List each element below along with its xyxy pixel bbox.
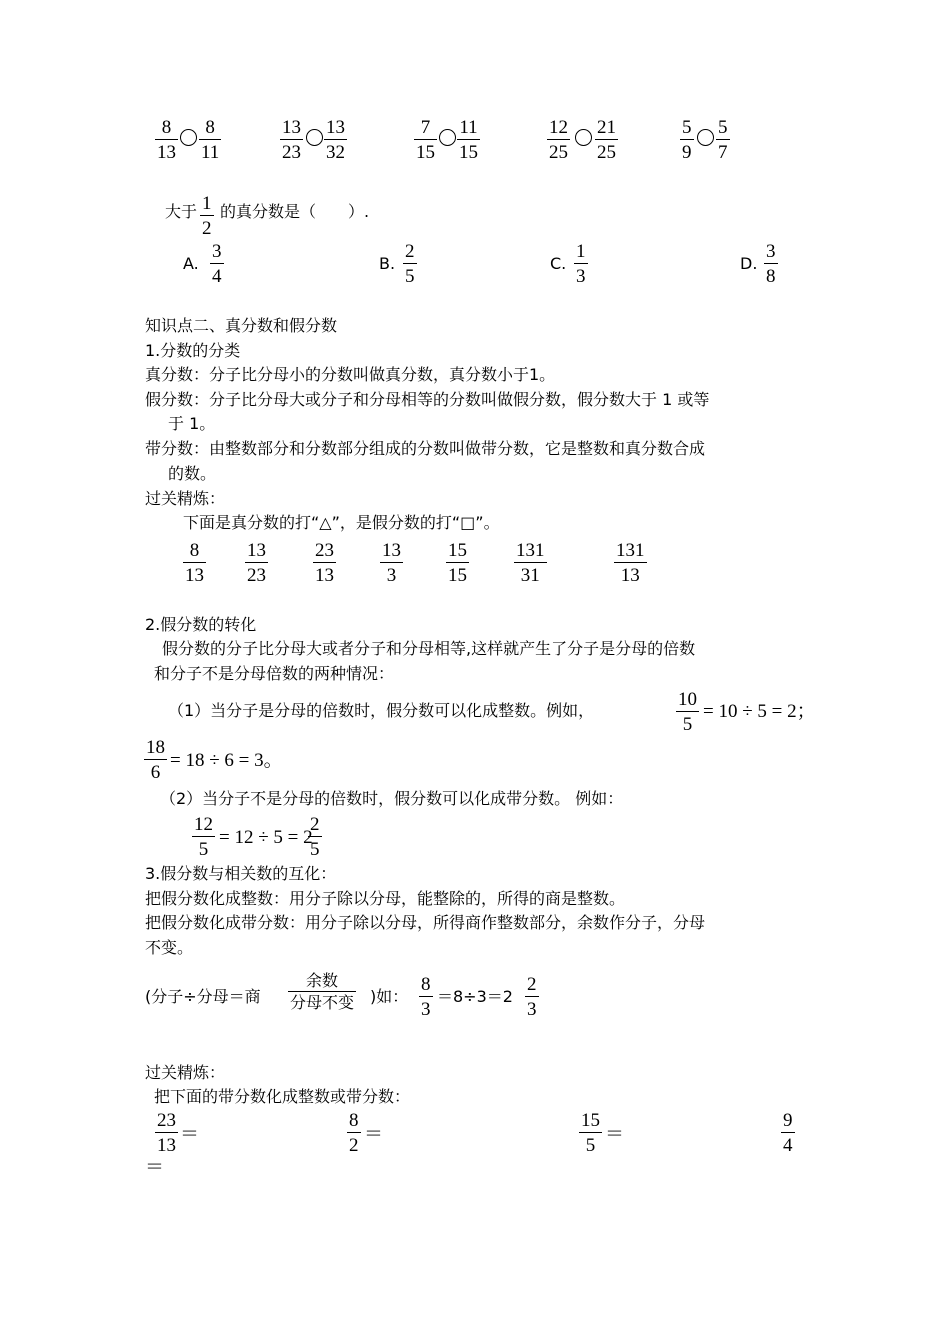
fraction: 8 13 bbox=[157, 117, 176, 163]
compare-circle[interactable] bbox=[439, 129, 456, 146]
fraction[interactable]: 15 15 bbox=[448, 540, 467, 586]
compare-circle[interactable] bbox=[306, 129, 323, 146]
fraction: 8 11 bbox=[201, 117, 220, 163]
option-label-a[interactable]: A. bbox=[183, 254, 199, 273]
formula-left: (分子÷分母＝商 bbox=[145, 987, 261, 1006]
rule-line: 把假分数化成整数：用分子除以分母，能整除的，所得的商是整数。 bbox=[145, 889, 626, 908]
fraction: 15 5 bbox=[581, 1110, 600, 1156]
case1-text: （1）当分子是分母的倍数时，假分数可以化成整数。例如， bbox=[168, 701, 595, 720]
fraction: 2 5 bbox=[405, 241, 415, 287]
fraction: 1 2 bbox=[202, 193, 212, 239]
question-prefix: 大于 bbox=[165, 202, 198, 221]
question-suffix: 的真分数是（ ）. bbox=[220, 202, 370, 221]
fraction: 8 2 bbox=[349, 1110, 359, 1156]
fraction: 3 8 bbox=[766, 241, 776, 287]
option-label-b[interactable]: B. bbox=[379, 254, 396, 273]
fraction: 5 9 bbox=[682, 117, 692, 163]
fraction[interactable]: 13 23 bbox=[247, 540, 266, 586]
answer-blank[interactable]: ＝ bbox=[180, 1123, 200, 1145]
practice-label: 过关精炼： bbox=[145, 489, 226, 508]
mixed-fraction-part: 2 5 bbox=[310, 814, 320, 860]
fraction: 10 5 bbox=[678, 689, 697, 735]
compare-circle[interactable] bbox=[575, 129, 592, 146]
rule-line-cont: 不变。 bbox=[145, 938, 194, 957]
paragraph-cont: 和分子不是分母倍数的两种情况： bbox=[154, 664, 395, 683]
option-label-d[interactable]: D. bbox=[740, 254, 758, 273]
subsection-title: 3.假分数与相关数的互化： bbox=[145, 864, 337, 883]
fraction: 18 6 bbox=[146, 737, 165, 783]
fraction: 7 15 bbox=[416, 117, 435, 163]
practice-instruction: 把下面的带分数化成整数或带分数： bbox=[154, 1087, 411, 1106]
option-label-c[interactable]: C. bbox=[550, 254, 567, 273]
fraction: 12 5 bbox=[194, 814, 213, 860]
fraction[interactable]: 23 13 bbox=[315, 540, 334, 586]
formula-mid: )如： bbox=[370, 987, 409, 1006]
fraction: 1 3 bbox=[576, 241, 586, 287]
case2-text: （2）当分子不是分母的倍数时，假分数可以化成带分数。 例如： bbox=[160, 789, 624, 808]
compare-circle[interactable] bbox=[697, 129, 714, 146]
practice-instruction: 下面是真分数的打“△”，是假分数的打“□”。 bbox=[183, 513, 500, 532]
practice-label: 过关精炼： bbox=[145, 1063, 226, 1082]
compare-circle[interactable] bbox=[180, 129, 197, 146]
mixed-definition: 带分数：由整数部分和分数部分组成的分数叫做带分数，它是整数和真分数合成 bbox=[145, 439, 706, 458]
answer-blank[interactable]: ＝ bbox=[145, 1156, 165, 1178]
fraction: 5 7 bbox=[718, 117, 728, 163]
fraction: 21 25 bbox=[597, 117, 616, 163]
fraction: 13 32 bbox=[326, 117, 345, 163]
fraction: 13 23 bbox=[282, 117, 301, 163]
answer-blank[interactable]: ＝ bbox=[364, 1123, 384, 1145]
subsection-title: 2.假分数的转化 bbox=[145, 615, 257, 634]
formula-fraction: 余数 分母不变 bbox=[290, 971, 355, 1012]
fraction: 12 25 bbox=[549, 117, 568, 163]
equation: ＝8÷3＝2 bbox=[437, 987, 513, 1006]
proper-definition: 真分数：分子比分母小的分数叫做真分数，真分数小于1。 bbox=[145, 365, 556, 384]
fraction: 3 4 bbox=[212, 241, 222, 287]
section-title: 知识点二、真分数和假分数 bbox=[145, 316, 338, 335]
equation: = 12 ÷ 5 = 2 bbox=[219, 827, 313, 848]
subsection-title: 1.分数的分类 bbox=[145, 341, 241, 360]
fraction[interactable]: 8 13 bbox=[185, 540, 204, 586]
equation: = 10 ÷ 5 = 2； bbox=[703, 701, 816, 722]
answer-blank[interactable]: ＝ bbox=[605, 1123, 625, 1145]
fraction[interactable]: 131 31 bbox=[516, 540, 545, 586]
equation: = 18 ÷ 6 = 3。 bbox=[170, 750, 283, 771]
fraction[interactable]: 131 13 bbox=[616, 540, 645, 586]
improper-definition-cont: 于 1。 bbox=[168, 414, 216, 433]
mixed-definition-cont: 的数。 bbox=[168, 464, 217, 483]
improper-definition: 假分数：分子比分母大或分子和分母相等的分数叫做假分数，假分数大于 1 或等 bbox=[145, 390, 710, 409]
fraction: 8 3 bbox=[421, 974, 431, 1020]
mixed-fraction-part: 2 3 bbox=[527, 974, 537, 1020]
fraction: 9 4 bbox=[783, 1110, 793, 1156]
rule-line: 把假分数化成带分数：用分子除以分母，所得商作整数部分，余数作分子，分母 bbox=[145, 913, 706, 932]
fraction[interactable]: 13 3 bbox=[382, 540, 401, 586]
paragraph: 假分数的分子比分母大或者分子和分母相等,这样就产生了分子是分母的倍数 bbox=[162, 639, 696, 658]
fraction: 11 15 bbox=[459, 117, 478, 163]
fraction: 23 13 bbox=[157, 1110, 176, 1156]
